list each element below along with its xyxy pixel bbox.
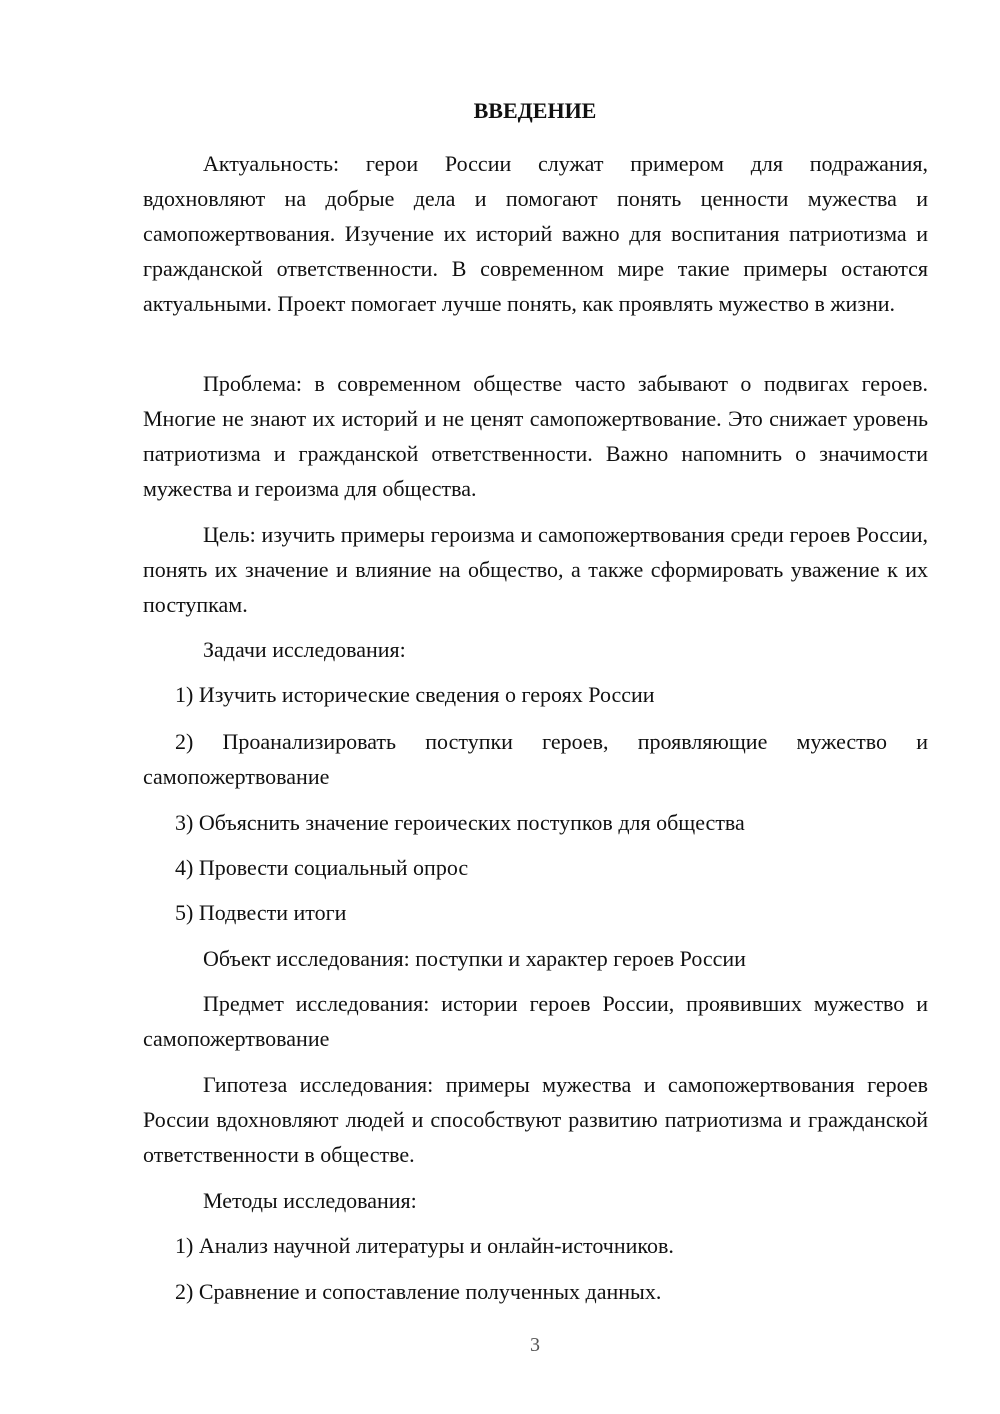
goal-paragraph: Цель: изучить примеры героизма и самопожертвования среди героев России, понять их значение и влияние на общество, а также сформировать уважение к их поступкам. [143,522,928,617]
methods-title: Методы исследования: [203,1188,417,1213]
method-item-1: 1) Анализ научной литературы и онлайн-источников. [175,1233,674,1258]
task-item-4: 4) Провести социальный опрос [175,855,469,880]
task-item-3: 3) Объяснить значение героических поступков для общества [175,810,745,835]
page-number: 3 [530,1334,540,1356]
task-item-5: 5) Подвести итоги [175,900,347,925]
relevance-paragraph: Актуальность: герои России служат примером для подражания, вдохновляют на добрые дела и помогают понять ценности мужества и самопожертвования. Изучение их историй важно для воспитания патриотизма и гражданской ответственности. В современном мире такие примеры остаются актуальными. Проект помогает лучше понять, как проявлять мужество в жизни. [143,151,928,316]
subject-paragraph: Предмет исследования: истории героев России, проявивших мужество и самопожертвование [143,991,928,1051]
section-heading: ВВЕДЕНИЕ [473,98,597,123]
hypothesis-paragraph: Гипотеза исследования: примеры мужества и самопожертвования героев России вдохновляют людей и способствуют развитию патриотизма и гражданской ответственности в обществе. [143,1072,928,1167]
task-item-1: 1) Изучить исторические сведения о героях России [175,682,655,707]
method-item-2: 2) Сравнение и сопоставление полученных данных. [175,1279,662,1304]
tasks-title: Задачи исследования: [203,637,406,662]
problem-paragraph: Проблема: в современном обществе часто забывают о подвигах героев. Многие не знают их историй и не ценят самопожертвование. Это снижает уровень патриотизма и гражданской ответственности. Важно напомнить о значимости мужества и героизма для общества. [143,371,928,501]
object-paragraph: Объект исследования: поступки и характер героев России [203,946,746,971]
task-item-2: 2) Проанализировать поступки героев, проявляющие мужество и самопожертвование [143,729,928,789]
